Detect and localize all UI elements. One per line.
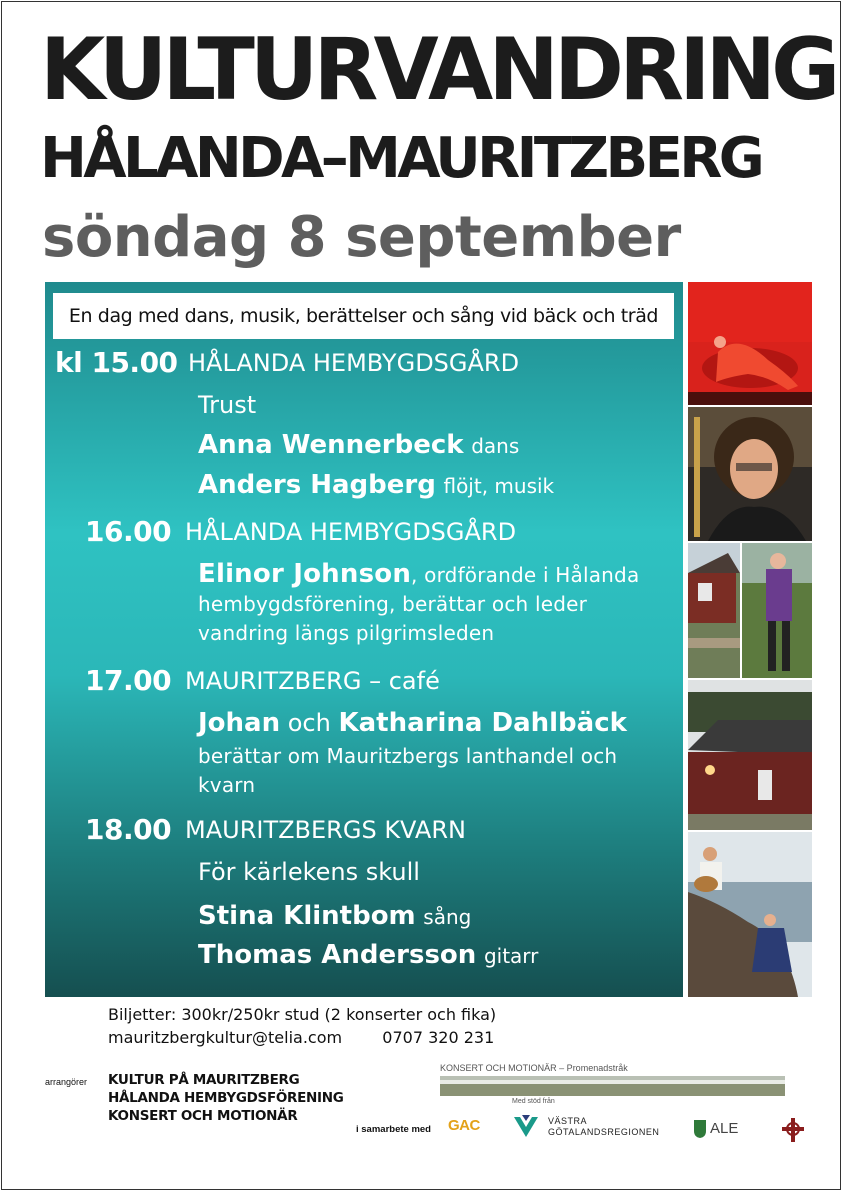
slot-description <box>198 560 658 648</box>
event-date: söndag 8 september <box>42 205 681 270</box>
slot-place: HÅLANDA HEMBYGDSGÅRD <box>185 518 517 546</box>
ticket-price: Biljetter: 300kr/250kr stud (2 konserter och fika) <box>108 1005 497 1024</box>
performer-role: sång <box>423 905 472 929</box>
singers-photo <box>688 832 812 997</box>
vgr-line: VÄSTRA <box>548 1116 588 1126</box>
organizer: KONSERT OCH MOTIONÄR <box>108 1108 298 1124</box>
strip-image <box>440 1076 785 1096</box>
performer-name: Katharina Dahlbäck <box>338 708 627 738</box>
slot-time: kl 15.00 <box>55 346 178 379</box>
poster-subtitle: HÅLANDA–MAURITZBERG <box>40 126 762 191</box>
performer-name: Stina Klintbom <box>198 901 416 931</box>
poster-title: KULTURVANDRING <box>40 20 836 120</box>
performer-name: Anders Hagberg <box>198 470 436 500</box>
hembygdsgard-photo <box>688 543 812 678</box>
desc-line: kvarn <box>198 773 256 797</box>
organizer-label: arrangörer <box>45 1077 88 1087</box>
performer-row <box>198 470 554 501</box>
musician-photo <box>688 407 812 541</box>
dancer-photo <box>688 282 812 405</box>
vgr-line: GÖTALANDSREGIONEN <box>548 1127 660 1137</box>
performer-name: Anna Wennerbeck <box>198 430 464 460</box>
contact-email[interactable]: mauritzbergkultur@telia.com <box>108 1028 343 1047</box>
program-panel <box>45 282 683 997</box>
desc-line: , ordförande i Hålanda <box>411 563 640 587</box>
slot-place <box>185 664 440 698</box>
performer-name: Johan <box>198 708 281 738</box>
performer-row <box>198 901 471 932</box>
desc-line: vandring längs pilgrimsleden <box>198 621 495 645</box>
organizer: KULTUR PÅ MAURITZBERG <box>108 1072 300 1088</box>
slot-time: 17.00 <box>85 664 172 697</box>
slot-time: 18.00 <box>85 813 172 846</box>
organizer: HÅLANDA HEMBYGDSFÖRENING <box>108 1090 344 1106</box>
slot-time: 16.00 <box>85 515 172 548</box>
conjunction: och <box>287 709 331 737</box>
promenade-strip <box>440 1062 800 1098</box>
performer-role: dans <box>471 434 520 458</box>
slot-description <box>198 742 658 800</box>
photo-column <box>688 282 812 997</box>
collab-label: i samarbete med <box>356 1124 431 1135</box>
vgr-logo-icon <box>512 1113 542 1139</box>
vgr-support-label: Med stöd från <box>512 1098 555 1105</box>
tagline: En dag med dans, musik, berättelser och sång vid bäck och träd <box>53 293 674 339</box>
place-name: MAURITZBERG <box>185 667 362 695</box>
ale-shield-icon <box>693 1119 707 1139</box>
slot-place: HÅLANDA HEMBYGDSGÅRD <box>188 349 520 377</box>
desc-line: berättar om Mauritzbergs lanthandel och <box>198 744 618 768</box>
organizer-list <box>108 1071 344 1125</box>
contact-row <box>108 1026 496 1049</box>
performer-row <box>198 940 538 971</box>
slot-title: Trust <box>198 391 257 419</box>
ticket-info <box>108 1003 496 1049</box>
performer-row <box>198 708 627 738</box>
slot-title: För kärlekens skull <box>198 858 420 886</box>
performer-name: Thomas Andersson <box>198 940 477 970</box>
ale-logo: ALE <box>710 1120 739 1137</box>
gac-logo: GAC <box>448 1117 480 1134</box>
slot-place: MAURITZBERGS KVARN <box>185 816 466 844</box>
vgr-logo-text <box>548 1116 659 1138</box>
contact-phone[interactable]: 0707 320 231 <box>382 1028 495 1047</box>
performer-role: gitarr <box>483 944 539 968</box>
mauritzberg-photo <box>688 680 812 830</box>
lead-name: Elinor Johnson <box>198 559 412 589</box>
performer-row <box>198 430 519 461</box>
strip-caption: KONSERT OCH MOTIONÄR – Promenadstråk <box>440 1063 628 1073</box>
desc-line: hembygdsförening, berättar och leder <box>198 592 588 616</box>
parish-cross-icon <box>778 1116 808 1144</box>
performer-role: flöjt, musik <box>443 474 555 498</box>
place-suffix: – café <box>369 667 440 695</box>
